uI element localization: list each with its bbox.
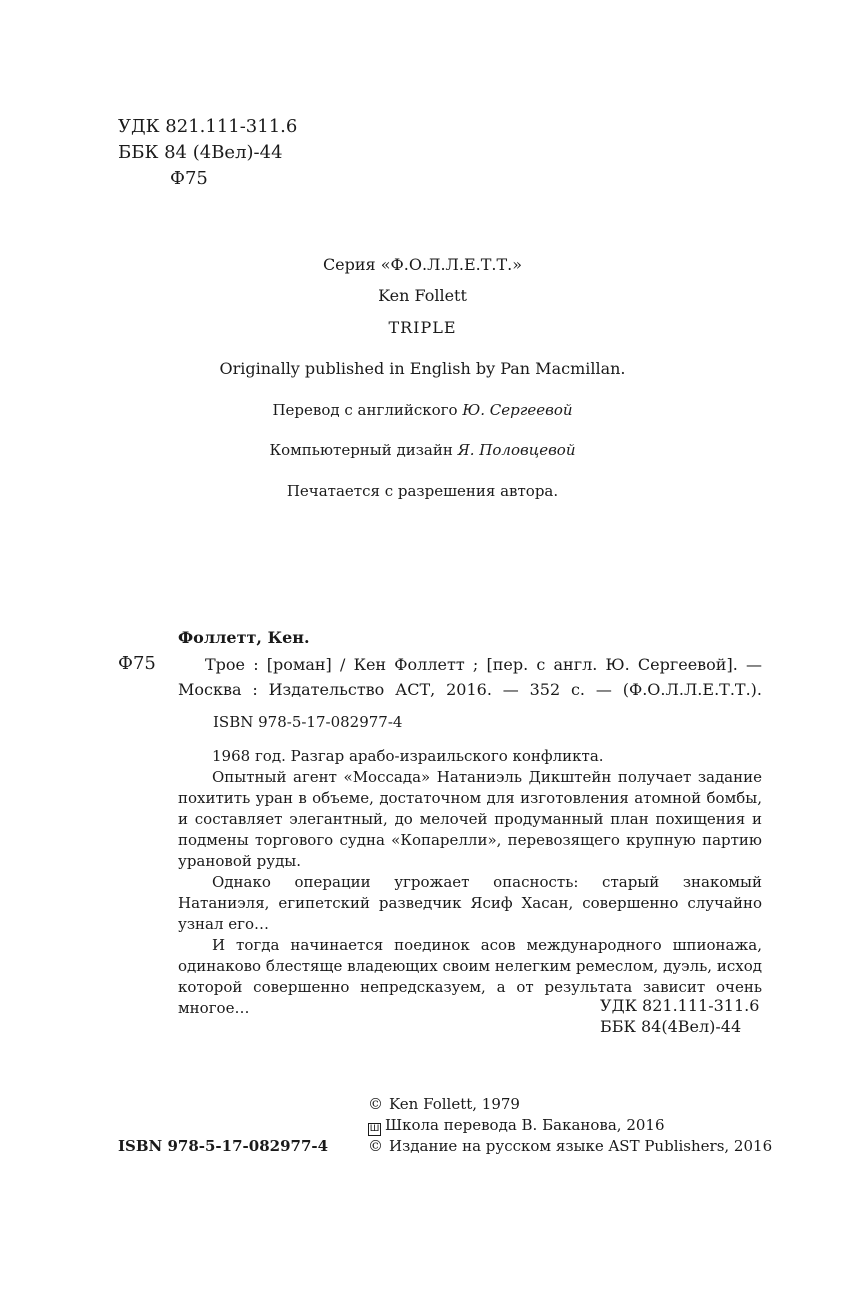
annotation (178, 746, 762, 1019)
copyright-icon: © (368, 1095, 383, 1113)
series-line: Серия «Ф.О.Л.Л.Е.Т.Т.» (322, 255, 523, 274)
design-credit (0, 441, 845, 459)
copyright-line-3 (368, 1137, 772, 1155)
copyright-holder-1: Ken Follett, 1979 (389, 1095, 520, 1113)
author-sign-top: Ф75 (170, 168, 208, 189)
permission-line: Печатается с разрешения автора. (286, 482, 559, 500)
annotation-p2: Опытный агент «Моссада» Натаниэль Дикштейн получает задание похитить уран в объеме, достаточном для изготовления атомной бомбы, и составляет элегантный, до мелочей продуманный план похищения и подмены торгового судна «Копарелли», перевозящего крупную партию урановой руды. (178, 768, 762, 870)
copyright-icon-2: © (368, 1137, 383, 1155)
copyright-holder-2: Школа перевода В. Баканова, 2016 (385, 1116, 665, 1134)
publisher-mark-icon: Ш (369, 1124, 380, 1134)
title-en: TRIPLE (388, 318, 457, 337)
catalog-isbn: ISBN 978-5-17-082977-4 (213, 713, 403, 731)
translation-prefix: Перевод с английского (272, 401, 458, 419)
copyright-line-2 (368, 1116, 665, 1136)
original-publication: Originally published in English by Pan Macmillan. (219, 359, 626, 378)
catalog-sign: Ф75 (118, 653, 156, 674)
copyright-holder-3: Издание на русском языке AST Publishers, 2016 (389, 1137, 773, 1155)
catalog-line-1: Трое : [роман] / Кен Фоллетт ; [пер. с англ. Ю. Сергеевой]. — (205, 655, 762, 674)
copyright-line-1 (368, 1095, 520, 1113)
annotation-p1: 1968 год. Разгар арабо-израильского конфликта. (212, 747, 604, 765)
translator-name: Ю. Сергеевой (462, 401, 573, 419)
isbn-bottom: ISBN 978-5-17-082977-4 (118, 1137, 329, 1155)
catalog-heading: Фоллетт, Кен. (178, 628, 310, 647)
catalog-line-2: Москва : Издательство АСТ, 2016. — 352 с. — (Ф.О.Л.Л.Е.Т.Т.). (178, 680, 762, 699)
udk-code-top: УДК 821.111-311.6 (118, 116, 298, 137)
translation-credit (0, 401, 845, 419)
designer-name: Я. Половцевой (457, 441, 576, 459)
author-en: Ken Follett (378, 286, 467, 305)
bbk-code-bottom: ББК 84(4Вел)-44 (600, 1017, 742, 1036)
annotation-p3: Однако операции угрожает опасность: старый знакомый Натаниэля, египетский разведчик Ясиф Хасан, совершенно случайно узнал его… (178, 873, 762, 933)
bbk-code-top: ББК 84 (4Вел)-44 (118, 142, 283, 163)
udk-code-bottom: УДК 821.111-311.6 (600, 996, 760, 1015)
design-prefix: Компьютерный дизайн (269, 441, 453, 459)
annotation-p4: И тогда начинается поединок асов международного шпионажа, одинаково блестяще владеющих своим нелегким ремеслом, дуэль, исход которой совершенно непредсказуем, а от результата зависит очень многое… (178, 936, 762, 1017)
